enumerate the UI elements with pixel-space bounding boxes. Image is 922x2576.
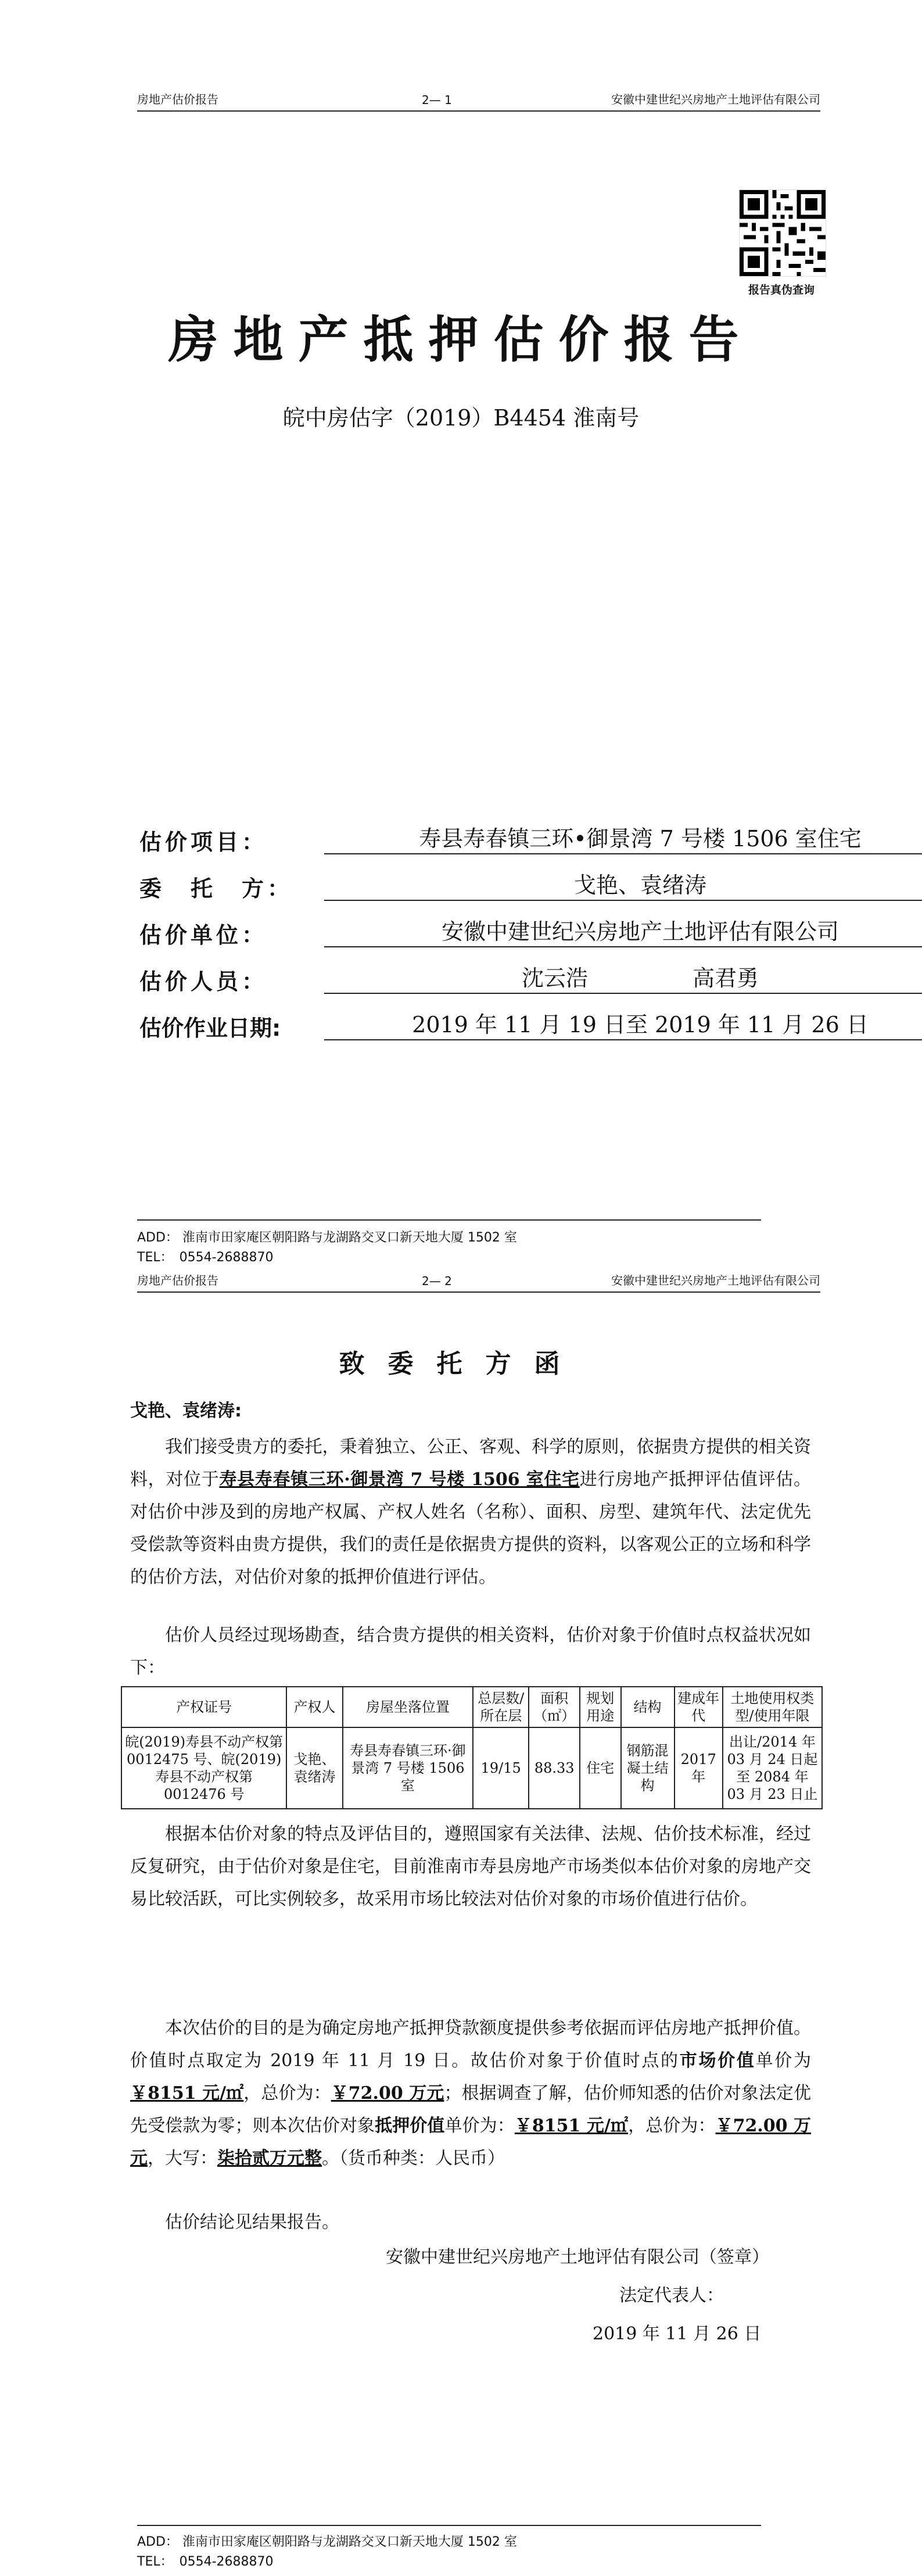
header-company: 安徽中建世纪兴房地产土地评估有限公司 — [611, 1273, 820, 1287]
paragraph-4-h: 。（货币种类：人民币） — [322, 2148, 505, 2169]
paragraph-4-c: ，总价为： — [243, 2083, 331, 2103]
qr-code-icon[interactable] — [739, 189, 826, 277]
qr-label: 报告真伪查询 — [748, 284, 815, 296]
paragraph-1-address: 寿县寿春镇三环·御景湾 7 号楼 1506 室住宅 — [219, 1469, 580, 1490]
project-label: 估价项目： — [139, 829, 268, 855]
market-total-price: ￥72.00 万元 — [331, 2083, 444, 2103]
table-header: 产权证号 — [121, 1687, 286, 1727]
paragraph-4-b: 单价为 — [755, 2051, 812, 2071]
staff-value — [324, 964, 922, 994]
letter-title: 致委托方函 — [339, 1349, 583, 1379]
date-value: 2019 年 11 月 19 日至 2019 年 11 月 26 日 — [324, 1010, 922, 1040]
property-table — [121, 1686, 823, 1809]
staff-name-1: 沈云浩 — [521, 965, 588, 991]
table-cell: 住宅 — [580, 1727, 621, 1809]
paragraph-1-c: 进行房地产抵押评估值评估。对估价中涉及到的房地产权属、产权人姓名（名称）、面积、房型、建筑年代、法定优先受偿款等资料由贵方提供，我们的责任是依据贵方提供的资料，以客观公正的立场和科学的估价方法，对估价对象的抵押价值进行评估。 — [130, 1469, 812, 1587]
paragraph-1 — [130, 1431, 811, 1594]
table-header: 面积（㎡） — [529, 1687, 580, 1727]
table-header: 房屋坐落位置 — [343, 1687, 473, 1727]
paragraph-4-e: 单价为： — [444, 2116, 515, 2136]
staff-name-2: 高君勇 — [693, 965, 759, 991]
report-title: 房地产抵押估价报告 — [168, 311, 754, 369]
table-header: 建成年代 — [675, 1687, 723, 1727]
footer-tel: TEL： 0554-2688870 — [137, 1250, 274, 1265]
table-header: 结构 — [621, 1687, 675, 1727]
project-value: 寿县寿春镇三环•御景湾 7 号楼 1506 室住宅 — [324, 824, 922, 854]
header-left: 房地产估价报告 — [137, 92, 218, 106]
footer-tel: TEL： 0554-2688870 — [137, 2554, 274, 2569]
paragraph-4 — [130, 2012, 811, 2175]
salutation: 戈艳、袁绪涛: — [130, 1401, 242, 1421]
table-header: 总层数/所在层 — [473, 1687, 529, 1727]
footer-divider — [137, 1219, 761, 1221]
table-cell: 19/15 — [473, 1727, 529, 1809]
page-header — [137, 1268, 820, 1293]
amount-in-words: 柒拾贰万元整 — [217, 2148, 322, 2169]
table-header: 规划用途 — [580, 1687, 621, 1727]
unit-label: 估价单位： — [139, 922, 268, 948]
mortgage-unit-price: ￥8151 元/㎡ — [514, 2116, 629, 2136]
table-cell: 2017 年 — [675, 1727, 723, 1809]
table-cell: 寿县寿春镇三环·御景湾 7 号楼 1506 室 — [343, 1727, 473, 1809]
paragraph-4-a: 本次估价的目的是为确定房地产抵押贷款额度提供参考依据而评估房地产抵押价值。价值时点取定为 2019 年 11 月 19 日。故估价对象于价值时点的 — [130, 2018, 811, 2071]
table-cell: 戈艳、袁绪涛 — [286, 1727, 342, 1809]
footer-address: ADD： 淮南市田家庵区朝阳路与龙湖路交叉口新天地大厦 1502 室 — [137, 1230, 517, 1245]
signature-date: 2019 年 11 月 26 日 — [593, 2324, 762, 2344]
signature-company: 安徽中建世纪兴房地产土地评估有限公司（签章） — [386, 2247, 769, 2267]
table-cell: 皖(2019)寿县不动产权第 0012475 号、皖(2019)寿县不动产权第 0012476 号 — [121, 1727, 286, 1809]
paragraph-4-f: ，总价为： — [628, 2116, 716, 2136]
client-value: 戈艳、袁绪涛 — [324, 871, 922, 901]
header-page-number: 2— 1 — [422, 93, 452, 107]
header-left: 房地产估价报告 — [137, 1273, 218, 1287]
page-header — [137, 87, 820, 112]
paragraph-4-d: ；根据调查了解，估价师知悉的估价对象法定优先受偿款为零；则本次估价对象 — [130, 2083, 811, 2136]
client-label: 委 托 方： — [139, 876, 293, 901]
paragraph-1-a: 我们接受贵方的委托，秉着独立、公正、客观、科学的原则，依据贵方提供的相关资料，对位于 — [130, 1437, 811, 1490]
paragraph-4-g: ，大写： — [148, 2148, 217, 2169]
document-number: 皖中房估字（2019）B4454 淮南号 — [282, 405, 640, 431]
staff-label: 估价人员： — [139, 969, 268, 994]
footer-divider — [137, 2525, 761, 2526]
paragraph-3: 根据本估价对象的特点及评估目的，遵照国家有关法律、法规、估价技术标准，经过反复研究，由于估价对象是住宅，目前淮南市寿县房地产市场类似本估价对象的房地产交易比较活跃，可比实例较多，故采用市场比较法对估价对象的市场价值进行估价。 — [130, 1824, 811, 1909]
table-cell: 88.33 — [529, 1727, 580, 1809]
table-cell: 出让/2014 年 03 月 24 日起至 2084 年 03 月 23 日止 — [723, 1727, 822, 1809]
unit-value: 安徽中建世纪兴房地产土地评估有限公司 — [324, 917, 922, 947]
header-company: 安徽中建世纪兴房地产土地评估有限公司 — [611, 92, 820, 106]
table-header: 产权人 — [286, 1687, 342, 1727]
table-header: 土地使用权类型/使用年限 — [723, 1687, 822, 1727]
mortgage-total-price: ￥72.00 万元 — [130, 2116, 812, 2169]
mortgage-value-label: 抵押价值 — [375, 2116, 445, 2136]
table-row — [121, 1727, 822, 1809]
table-header-row — [121, 1687, 822, 1727]
table-cell: 钢筋混凝土结构 — [621, 1727, 675, 1809]
market-unit-price: ￥8151 元/㎡ — [130, 2083, 244, 2103]
paragraph-5: 估价结论见结果报告。 — [165, 2212, 339, 2232]
market-value-label: 市场价值 — [679, 2051, 756, 2071]
date-label: 估价作业日期: — [139, 1015, 281, 1041]
footer-address: ADD： 淮南市田家庵区朝阳路与龙湖路交叉口新天地大厦 1502 室 — [137, 2535, 517, 2549]
signature-representative: 法定代表人： — [619, 2285, 724, 2306]
paragraph-2: 估价人员经过现场勘查，结合贵方提供的相关资料，估价对象于价值时点权益状况如下： — [130, 1625, 811, 1678]
header-page-number: 2— 2 — [422, 1274, 452, 1288]
